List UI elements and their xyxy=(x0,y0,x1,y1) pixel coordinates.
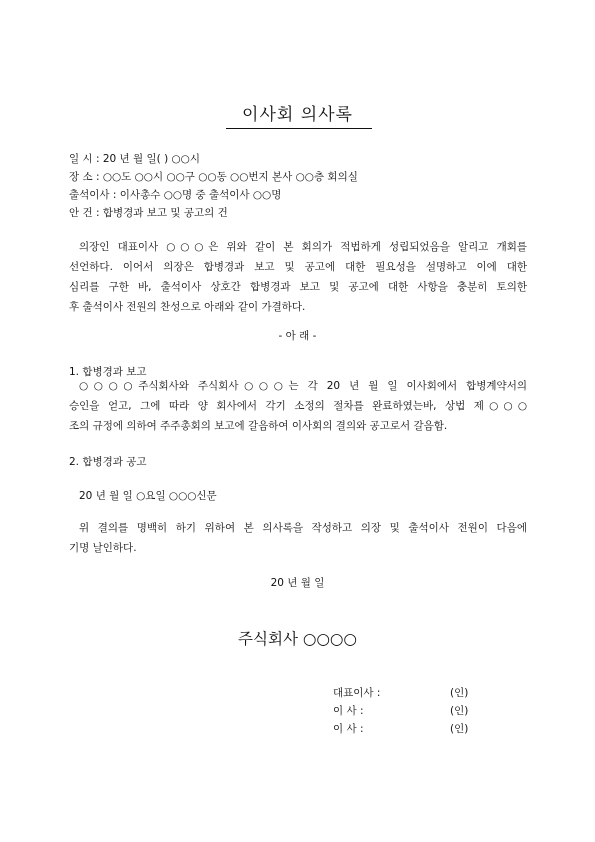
meeting-attendance: 출석이사 : 이사총수 ○○명 중 출석이사 ○○명 xyxy=(69,189,282,201)
meeting-datetime: 일 시 : 20 년 월 일( ) ○○시 xyxy=(69,153,200,165)
signature-role: 이 사 : xyxy=(333,723,364,735)
section1-line: 조의 규정에 의하여 주주총회의 보고에 갈음하여 이사회의 결의와 공고로서 갈음함. xyxy=(69,420,448,432)
section2-heading: 2. 합병경과 공고 xyxy=(69,456,147,468)
company-name: 주식회사 ○○○○ xyxy=(238,630,357,648)
signature-role: 대표이사 : xyxy=(333,687,381,699)
closing-paragraph xyxy=(69,518,527,558)
closing-line: 위 결의를 명백히 하기 위하여 본 의사록을 작성하고 의장 및 출석이사 전원이 다음에 xyxy=(79,522,527,534)
intro-line: 후 출석이사 전원의 찬성으로 아래와 같이 가결하다. xyxy=(69,301,306,313)
below-marker: - 아 래 - xyxy=(278,330,317,342)
intro-line: 심리를 구한 바, 출석이사 상호간 합병경과 보고 및 공고에 대한 사항을 충분히 토의한 xyxy=(69,281,527,293)
seal-mark: (인) xyxy=(450,705,469,717)
document-date: 20 년 월 일 xyxy=(270,577,325,589)
section1-line: ○○○○주식회사와 주식회사○○○는 각 20 년 월 일 이사회에서 합병계약서의 xyxy=(79,380,527,392)
seal-mark: (인) xyxy=(450,723,469,735)
section1-heading: 1. 합병경과 보고 xyxy=(69,366,147,378)
meeting-agenda: 안 건 : 합병경과 보고 및 공고의 건 xyxy=(69,207,228,219)
title-underline xyxy=(226,128,372,129)
section1-line: 승인을 얻고, 그에 따라 양 회사에서 각기 소정의 절차를 완료하였는바, 상법 제○○○ xyxy=(69,400,527,412)
intro-line: 선언하다. 이어서 의장은 합병경과 보고 및 공고에 대한 필요성을 설명하고 이에 대한 xyxy=(69,261,527,273)
document-title: 이사회 의사록 xyxy=(242,105,353,125)
section2-line: 20 년 월 일 ○요일 ○○○신문 xyxy=(79,490,217,502)
intro-paragraph xyxy=(69,237,527,317)
intro-line: 의장인 대표이사 ○○○은 위와 같이 본 회의가 적법하게 성립되었음을 알리고 개회를 xyxy=(79,241,527,253)
signature-role: 이 사 : xyxy=(333,705,364,717)
seal-mark: (인) xyxy=(450,687,469,699)
closing-line: 기명 날인하다. xyxy=(69,542,137,554)
meeting-place: 장 소 : ○○도 ○○시 ○○구 ○○동 ○○번지 본사 ○○층 회의실 xyxy=(69,171,358,183)
section1-paragraph xyxy=(69,376,527,436)
